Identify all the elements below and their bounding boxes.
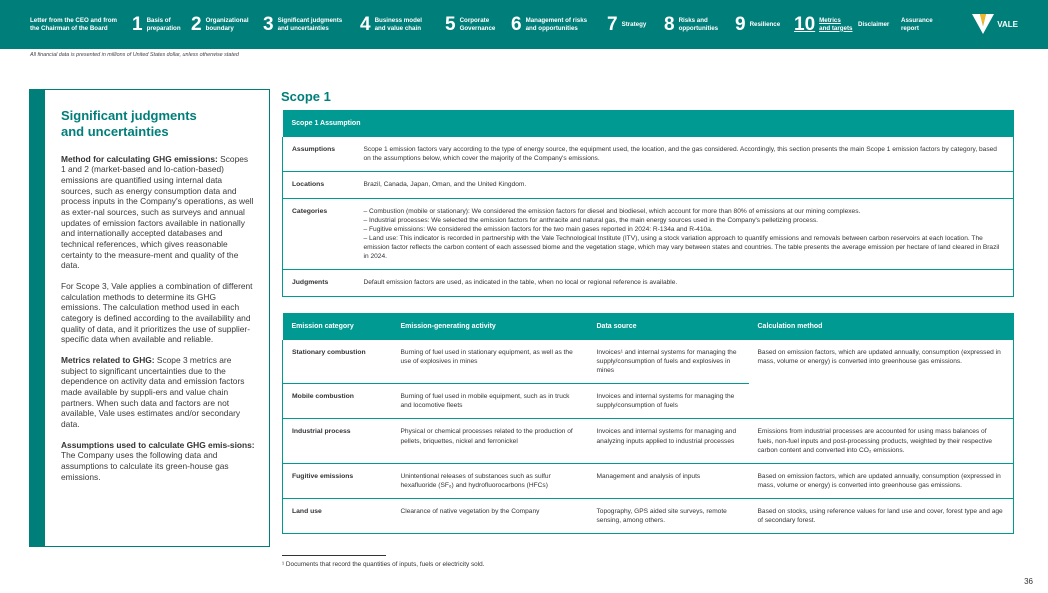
sidebox-title (61, 108, 255, 141)
row-text: Scope 1 emission factors vary according to the type of energy source, the equipment used, the location, and the gas considered. Accordingly, this section presents the main Scope 1 emission factors by category, based on the assumptions below, which cover the majority of the Company's emissions. (355, 137, 1014, 172)
nav-item-label: report (901, 24, 919, 32)
nav-item-assurance[interactable] (901, 0, 933, 49)
emission-category: Industrial process (283, 419, 392, 463)
table-row (283, 419, 1014, 463)
nav-item-label: Letter from the CEO and from (30, 16, 117, 24)
nav-item-number: 6 (511, 14, 522, 35)
calculation-method: Based on emission factors, which are updated annually, consumption (expressed in mass, volume or energy) is converted into greenhouse gas emissions. (749, 463, 1014, 498)
data-source: Invoices and internal systems for managing the supply/consumption of fuels (588, 384, 749, 419)
nav-item-business-model[interactable] (360, 0, 422, 49)
footnote: ¹ Documents that record the quantities of inputs, fuels or electricity sold. (282, 561, 485, 568)
nav-item-label: and value chain (374, 24, 421, 32)
nav-item-label: Metrics (819, 16, 841, 24)
sidebox-title-line: and uncertainties (61, 124, 169, 140)
table-row (283, 137, 1014, 172)
nav-item-number: 8 (664, 14, 675, 35)
nav-item-number: 1 (132, 14, 143, 35)
footnote-divider (282, 555, 386, 556)
category-line: – Combustion (mobile or stationary): We considered the emission factors for diesel and biodiesel, which account for more than 80% of emissions at our mining complexes. (363, 207, 861, 215)
nav-item-label: and uncertainties (277, 24, 329, 32)
table-row (283, 463, 1014, 498)
nav-item-number: 3 (263, 14, 274, 35)
nav-item-label: preparation (146, 24, 181, 32)
data-source: Topography, GPS aided site surveys, remote sensing, among others. (588, 498, 749, 533)
row-label: Assumptions (283, 137, 355, 172)
nav-item-risks[interactable] (664, 0, 718, 49)
scope3-paragraph (61, 281, 255, 345)
nav-item-number: 10 (794, 14, 816, 35)
nav-item-metrics[interactable] (794, 0, 853, 49)
row-label: Judgments (283, 270, 355, 296)
calculation-method: Based on stocks, using reference values for land use and cover, forest type and age of secondary forest. (749, 498, 1014, 533)
table-row (283, 270, 1014, 296)
vale-logo-icon (972, 14, 994, 34)
category-line: – Fugitive emissions: We considered the emission factors for the two main gases reported in 2024: R-134a and R-410a. (363, 225, 713, 233)
column-header: Emission category (283, 313, 392, 340)
row-label: Locations (283, 172, 355, 198)
nav-item-label: Significant judgments (277, 16, 343, 24)
nav-item-label: Disclaimer (858, 20, 890, 28)
paragraph-heading: Metrics related to GHG: (61, 354, 155, 365)
table-row (283, 340, 1014, 384)
nav-item-basis[interactable] (132, 0, 181, 49)
nav-item-label: Risks and (678, 16, 708, 24)
nav-item-number: 2 (191, 14, 202, 35)
nav-item-governance[interactable] (445, 0, 495, 49)
nav-item-label: Basis of (146, 16, 171, 24)
data-source: Management and analysis of inputs (588, 463, 749, 498)
nav-item-label: Assurance (901, 16, 933, 24)
section-title: Scope 1 (281, 89, 331, 104)
nav-item-label: Business model (374, 16, 423, 24)
paragraph-heading: Assumptions used to calculate GHG emis-sions: (61, 439, 255, 450)
nav-item-label: boundary (205, 24, 234, 32)
table-row (283, 498, 1014, 533)
paragraph-text: Scope 3 metrics are subject to significant uncertainties due to the dependence on activity data and emission factors made available by suppli-ers and value chain partners. When such data and factors are not available, Vale uses estimates and/or secondary data. (61, 354, 245, 429)
nav-item-number: 4 (360, 14, 371, 35)
row-label: Categories (283, 198, 355, 270)
scope1-assumption-table (282, 110, 1014, 297)
table-row (283, 172, 1014, 198)
table-row (283, 198, 1014, 270)
paragraph-text: The Company uses the following data and assumptions to calculate its green-house gas emissions. (61, 450, 229, 482)
emission-activity: Burning of fuel used in stationary equipment, as well as the use of explosives in mines (392, 340, 588, 384)
paragraph-text: Scopes 1 and 2 (market-based and lo-cation-based) emissions are quantified using internal data sources, such as energy consumption data and process inputs in the Company's operations, as well as exter-nal sources, such as surveys and annual updates of emission factors available in nationally and internationally accepted databases and technical references, which gives reasonable certainty to the measure-ment and quality of the data. (61, 153, 254, 271)
financial-data-note: All financial data is presented in millions of United States dollar, unless otherwise stated (30, 52, 239, 58)
nav-item-label: Organizational (205, 16, 249, 24)
top-navigation (0, 0, 1048, 49)
nav-item-judgments[interactable] (263, 0, 342, 49)
assumptions-paragraph (61, 440, 255, 483)
emission-category-table (282, 313, 1014, 534)
nav-item-number: 5 (445, 14, 456, 35)
nav-item-label: the Chairman of the Board (30, 24, 108, 32)
emission-activity: Burning of fuel used in mobile equipment, such as in truck and locomotive fleets (392, 384, 588, 419)
nav-item-resilience[interactable] (735, 0, 780, 49)
ghg-metrics-paragraph (61, 355, 255, 430)
nav-item-strategy[interactable] (607, 0, 646, 49)
nav-item-risk-management[interactable] (511, 0, 587, 49)
emission-activity: Unintentional releases of substances such as sulfur hexafluoride (SF₆) and hydrofluorocarbons (HFCs) (392, 463, 588, 498)
sidebox-title-line: Significant judgments (61, 108, 197, 123)
page-number: 36 (1024, 577, 1033, 586)
column-header: Calculation method (749, 313, 1014, 340)
paragraph-heading: Method for calculating GHG emissions: (61, 153, 218, 164)
category-line: – Industrial processes: We selected the emission factors for anthracite and natural gas, the main energy sources used in the Company's pelletizing process. (363, 216, 819, 224)
ghg-method-paragraph (61, 154, 255, 271)
nav-item-label: and targets (819, 24, 853, 32)
column-header: Emission-generating activity (392, 313, 588, 340)
paragraph-text: For Scope 3, Vale applies a combination of different calculation methods to determine its GHG emissions. The calculation method used in each category is defined according to the availability and quality of data, and it prioritizes the use of supplier-specific data when available and reliable. (61, 280, 253, 345)
judgments-sidebox (29, 89, 270, 547)
logo-text: VALE (997, 19, 1018, 29)
nav-item-label: Resilience (749, 20, 781, 28)
data-source: Invoices and internal systems for managing and analyzing inputs applied to industrial processes (588, 419, 749, 463)
table-header: Scope 1 Assumption (283, 110, 1014, 137)
category-line: – Land use: This indicator is recorded in partnership with the Vale Technological Institute (ITV), using a stock variation approach to quantify emissions and removals between carbon reservoirs at each location. The emission factor reflects the carbon content of each assessed biome and the vegetation stage, which may vary between states and countries. The table presents the average emission per hectare of land cleared in Brazil in 2024. (363, 234, 1000, 261)
nav-item-label: Corporate (459, 16, 490, 24)
nav-item-number: 9 (735, 14, 746, 35)
column-header: Data source (588, 313, 749, 340)
nav-item-letter[interactable] (30, 0, 117, 49)
emission-category: Land use (283, 498, 392, 533)
calculation-method: Emissions from industrial processes are accounted for using mass balances of fuels, non-fuel inputs and post-processing products, weighted by their respective carbon content and converted into CO₂ emissions. (749, 419, 1014, 463)
emission-activity: Physical or chemical processes related to the production of pellets, briquettes, nickel and ferronickel (392, 419, 588, 463)
emission-activity: Clearance of native vegetation by the Company (392, 498, 588, 533)
nav-item-label: Strategy (621, 20, 647, 28)
row-text: Brazil, Canada, Japan, Oman, and the United Kingdom. (355, 172, 1014, 198)
data-source: Invoices¹ and internal systems for managing the supply/consumption of fuels and explosives in mines (588, 340, 749, 384)
row-text: Default emission factors are used, as indicated in the table, when no local or regional reference is available. (355, 270, 1014, 296)
table-header-row (283, 313, 1014, 340)
row-text (355, 198, 1014, 270)
emission-category: Stationary combustion (283, 340, 392, 384)
nav-item-boundary[interactable] (191, 0, 249, 49)
nav-item-number: 7 (607, 14, 618, 35)
emission-category: Mobile combustion (283, 384, 392, 419)
emission-category: Fugitive emissions (283, 463, 392, 498)
nav-item-label: opportunities (678, 24, 719, 32)
calculation-method: Based on emission factors, which are updated annually, consumption (expressed in mass, volume or energy) is converted into greenhouse gas emissions. (749, 340, 1014, 419)
nav-item-disclaimer[interactable] (858, 0, 889, 49)
vale-logo[interactable] (972, 14, 1018, 34)
nav-item-label: Management of risks (525, 16, 588, 24)
nav-item-label: and opportunities (525, 24, 578, 32)
nav-item-label: Governance (459, 24, 496, 32)
